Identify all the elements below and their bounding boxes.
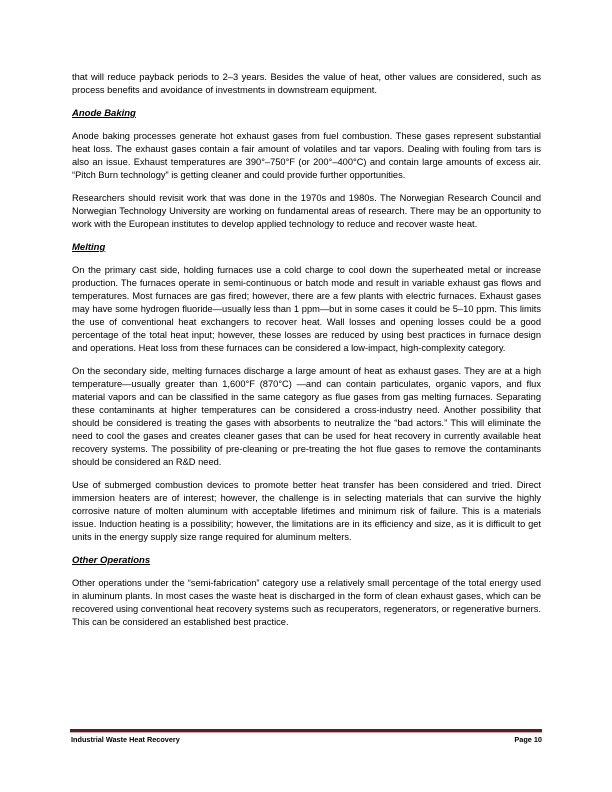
page-number: Page 10 [514,735,542,744]
paragraph: On the primary cast side, holding furnaces use a cold charge to cool down the superheated metal or increase production. The furnaces operate in semi-continuous or batch mode and result in variable exhaust gas flows and temperatures. Most furnaces are gas fired; however, there are a few plants with electric furnaces. Exhaust gases may have some hydrogen fluoride—usually less than 1 ppm—but in some cases it could be 5–10 ppm. This limits the use of conventional heat exchangers to recover heat. Wall losses and opening losses could be a good percentage of the total heat input; however, these losses are reduced by using best practices in furnace design and operations. Heat loss from these furnaces can be considered a low-impact, high-complexity category. [72,265,541,353]
section-heading-melting: Melting [72,242,106,253]
paragraph: Anode baking processes generate hot exhaust gases from fuel combustion. These gases represent substantial heat loss. The exhaust gases contain a fair amount of volatiles and tar vapors. Dealing with fouling from tars is also an issue. Exhaust temperatures are 390°–750°F (or 200°–400°C) and contain large amounts of excess air. “Pitch Burn technology” is getting cleaner and could provide further opportunities. [72,131,541,180]
document-body [72,71,541,639]
section-heading-anode-baking: Anode Baking [72,108,136,119]
footer-title: Industrial Waste Heat Recovery [71,735,180,744]
page-footer [71,735,542,744]
paragraph: Researchers should revisit work that was done in the 1970s and 1980s. The Norwegian Research Council and Norwegian Technology University are working on fundamental areas of research. There may be an opportunity to work with the European institutes to develop applied technology to reduce and recover waste heat. [72,193,541,229]
footer-rule-accent [70,732,542,733]
paragraph: Other operations under the “semi-fabrication” category use a relatively small percentage of the total energy used in aluminum plants. In most cases the waste heat is discharged in the form of clean exhaust gases, which can be recovered using conventional heat recovery systems such as recuperators, regenerators, or regenerative burners. This can be considered an established best practice. [72,578,541,627]
paragraph: On the secondary side, melting furnaces discharge a large amount of heat as exhaust gases. They are at a high temperature—usually greater than 1,600°F (870°C) —and can contain particulates, organic vapors, and flux material vapors and can be classified in the same category as flue gases from gas melting furnaces. Separating these contaminants at higher temperatures can be considered a cross-industry need. Another possibility that should be considered is treating the gases with absorbents to neutralize the “bad actors.” This will eliminate the need to cool the gases and creates cleaner gases that can be used for heat recovery in currently available heat recovery systems. The possibility of pre-cleaning or pre-treating the hot flue gases to remove the contaminants should be considered an R&D need. [72,366,541,467]
section-heading-other-operations: Other Operations [72,555,151,566]
paragraph: Use of submerged combustion devices to promote better heat transfer has been considered and tried. Direct immersion heaters are of interest; however, the challenge is in selecting materials that can survive the highly corrosive nature of molten aluminum with acceptable lifetimes and minimum risk of failure. This is a materials issue. Induction heating is a possibility; however, the limitations are in its efficiency and size, as it is difficult to get units in the energy supply size range required for aluminum melters. [72,480,541,542]
intro-paragraph: that will reduce payback periods to 2–3 years. Besides the value of heat, other values are considered, such as process benefits and avoidance of investments in downstream equipment. [72,72,541,95]
